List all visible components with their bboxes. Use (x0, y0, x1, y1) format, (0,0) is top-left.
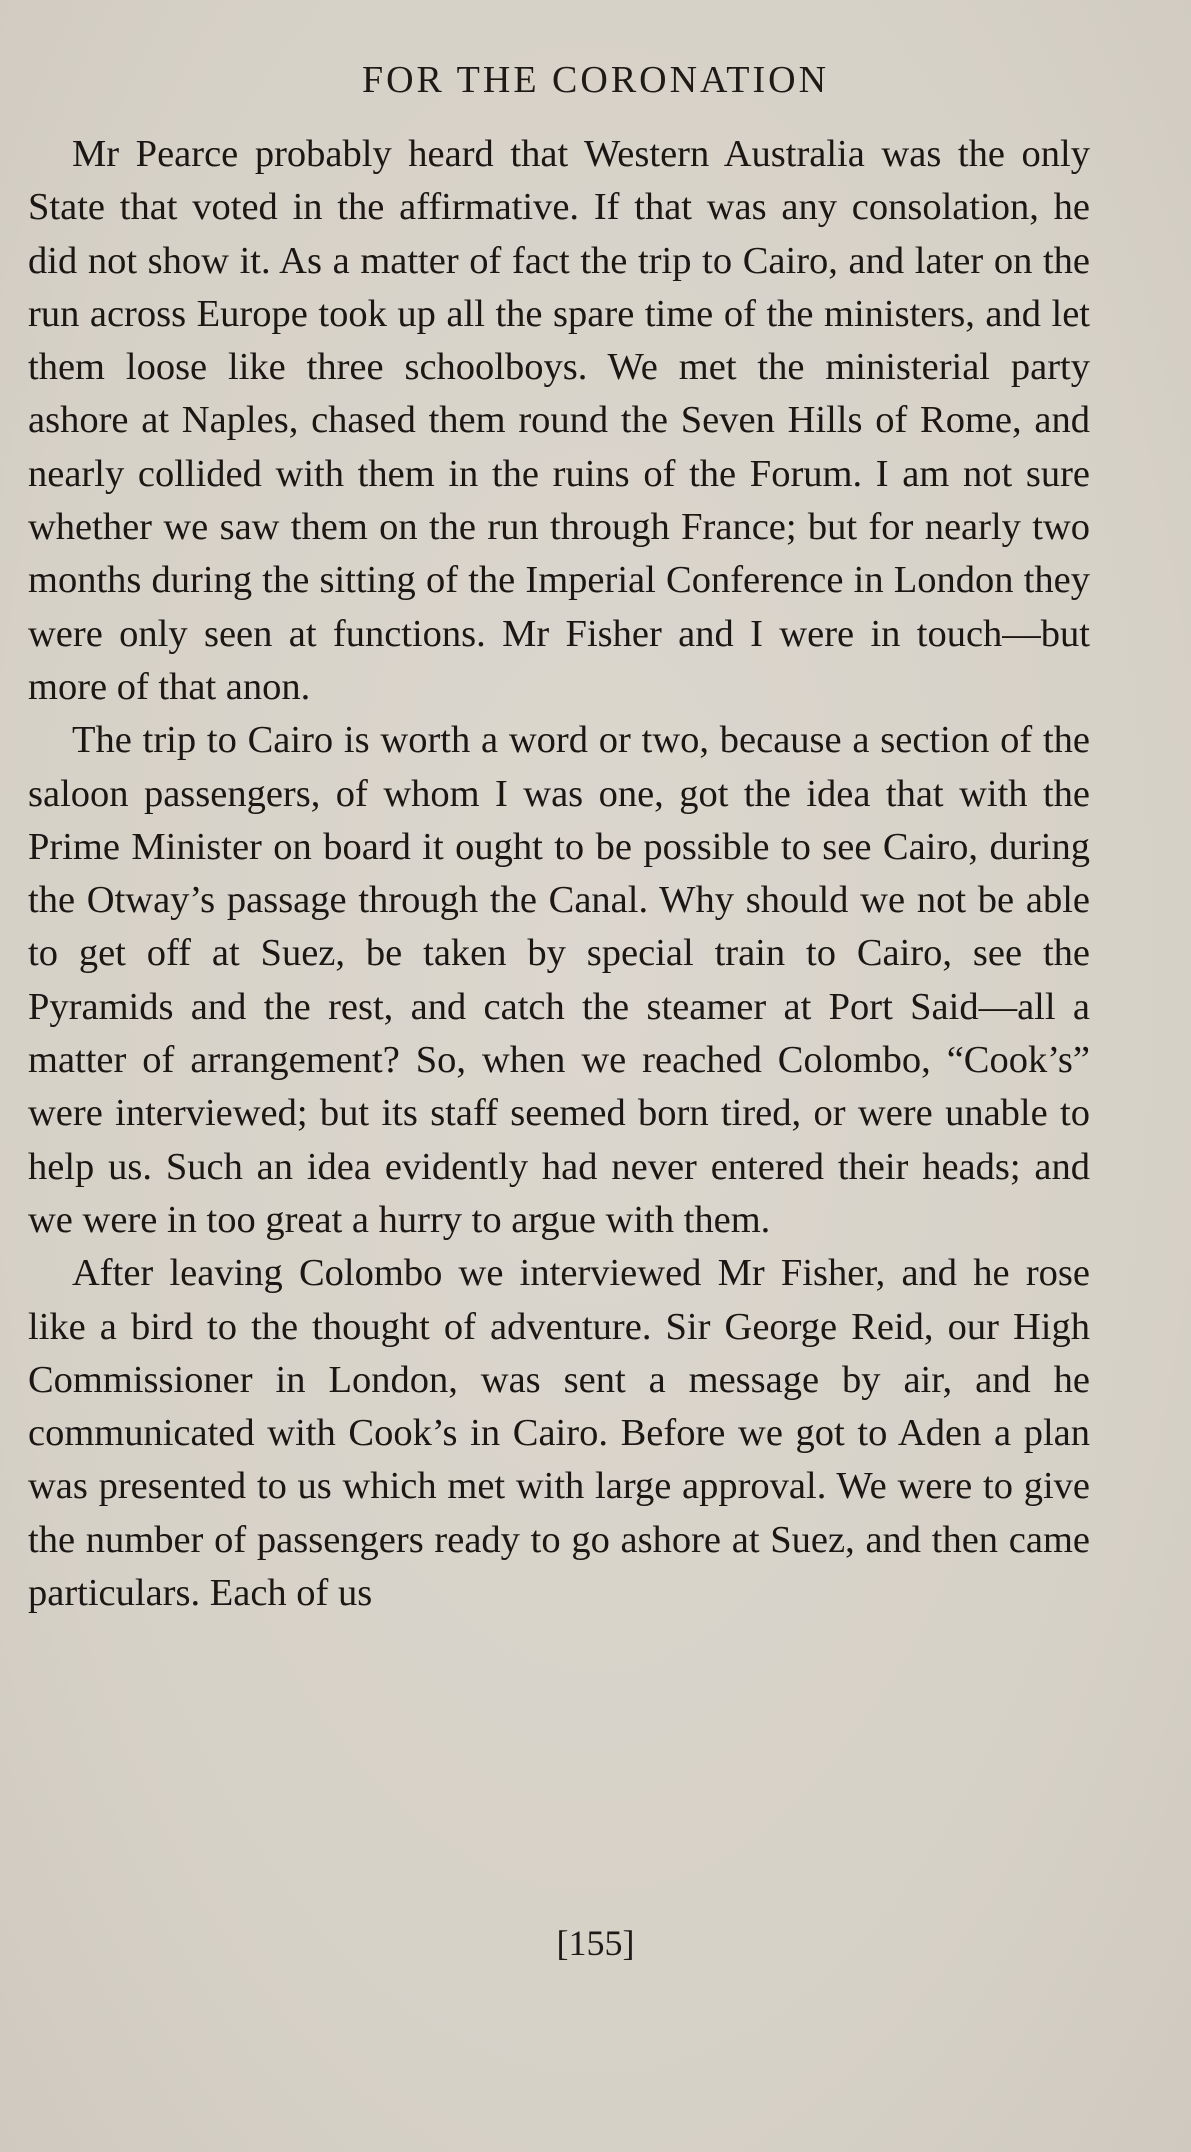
paragraph-3: After leaving Colombo we interviewed Mr Fisher, and he rose like a bird to the thought of adventure. Sir George Reid, our High Commissioner in London, was sent a message by air, and he communicated with Cook’s in Cairo. Before we got to Aden a plan was presented to us which met with large approval. We were to give the number of passengers ready to go ashore at Suez, and then came particulars. Each of us (28, 1252, 1090, 1615)
paragraph-2: The trip to Cairo is worth a word or two, because a section of the saloon passengers, of whom I was one, got the idea that with the Prime Minister on board it ought to be possible to see Cairo, during the Otway’s passage through the Canal. Why should we not be able to get off at Suez, be taken by special train to Cairo, see the Pyramids and the rest, and catch the steamer at Port Said—all a matter of arrangement? So, when we reached Colombo, “Cook’s” were interviewed; but its staff seemed born tired, or were unable to help us. Such an idea evidently had never entered their heads; and we were in too great a hurry to argue with them. (28, 719, 1090, 1241)
page-number: [155] (556, 1923, 635, 1963)
paragraph-1: Mr Pearce probably heard that Western Australia was the only State that voted in the affirmative. If that was any consolation, he did not show it. As a matter of fact the trip to Cairo, and later on the run across Europe took up all the spare time of the ministers, and let them loose like three schoolboys. We met the ministerial party ashore at Naples, chased them round the Seven Hills of Rome, and nearly collided with them in the ruins of the Forum. I am not sure whether we saw them on the run through France; but for nearly two months during the sitting of the Imperial Conference in London they were only seen at functions. Mr Fisher and I were in touch—but more of that anon. (28, 133, 1090, 708)
running-head: FOR THE CORONATION (361, 59, 830, 101)
body-text (28, 128, 1090, 1620)
